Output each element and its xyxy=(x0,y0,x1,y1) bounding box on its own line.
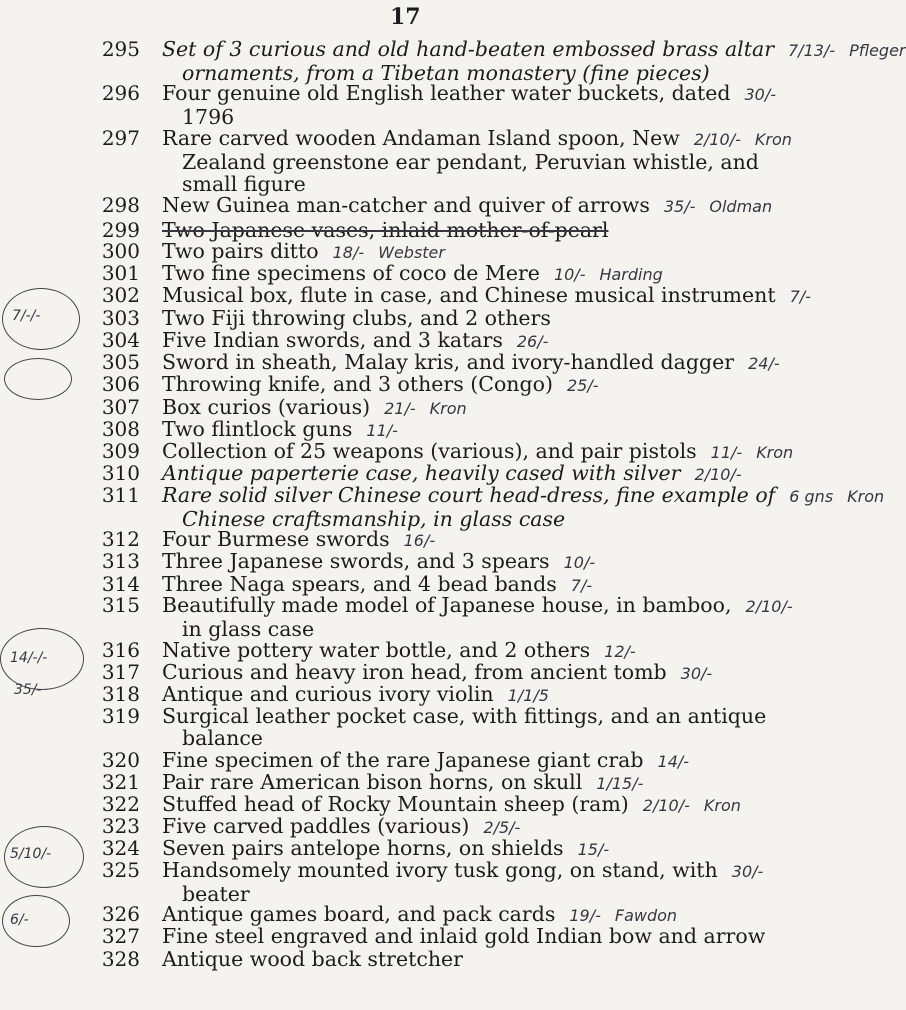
lot-description-line: Pair rare American bison horns, on skull xyxy=(162,770,583,794)
handwritten-price: 24/- xyxy=(748,354,780,373)
lot-number: 302 xyxy=(101,283,140,307)
handwritten-buyer: Kron xyxy=(847,487,885,506)
lot-description-line: Five carved paddles (various) xyxy=(162,814,470,838)
lot-number: 309 xyxy=(101,439,140,463)
handwritten-price: 18/- xyxy=(332,243,365,262)
lot-number: 322 xyxy=(101,792,140,816)
lot-description xyxy=(162,924,766,948)
lot-description-line: Box curios (various) xyxy=(162,395,371,419)
handwritten-price: 7/- xyxy=(789,287,811,306)
lot-number: 315 xyxy=(101,593,140,617)
handwritten-price: 25/- xyxy=(566,376,599,395)
handwritten-price: 19/- xyxy=(569,906,601,925)
lot-description xyxy=(162,859,762,905)
handwritten-price: 35/- xyxy=(663,197,696,216)
lot-description-line: Three Naga spears, and 4 bead bands xyxy=(162,572,557,596)
lot-description-continuation: balance xyxy=(182,726,263,750)
handwritten-price: 14/- xyxy=(657,752,690,771)
handwritten-price: 15/- xyxy=(577,840,610,859)
lot-description-line: Four genuine old English leather water buckets, dated xyxy=(162,81,731,105)
lot-description-line: Sword in sheath, Malay kris, and ivory-handled dagger xyxy=(162,350,735,374)
lot-description-line: Five Indian swords, and 3 katars xyxy=(162,328,503,352)
handwritten-price: 11/- xyxy=(366,421,398,440)
lot-description xyxy=(162,593,793,641)
handwritten-buyer: Webster xyxy=(378,243,445,262)
lot-description xyxy=(162,193,773,218)
lot-number: 314 xyxy=(101,572,140,596)
lot-number: 325 xyxy=(101,858,140,882)
handwritten-price: 2/10/- xyxy=(642,796,690,815)
lot-number: 306 xyxy=(101,372,140,396)
handwritten-price: 1/15/- xyxy=(596,774,644,793)
lot-number: 326 xyxy=(101,902,140,926)
handwritten-price: 10/- xyxy=(553,265,586,284)
lot-description-continuation: in glass case xyxy=(182,617,315,641)
handwritten-price: 7/- xyxy=(570,576,593,595)
lot-number: 300 xyxy=(101,239,140,263)
margin-note-5: 6/- xyxy=(10,912,29,928)
lot-description xyxy=(162,307,762,329)
lot-number: 310 xyxy=(101,461,140,485)
lot-description-line: Antique games board, and pack cards xyxy=(162,902,556,926)
handwritten-price: 6 gns xyxy=(789,487,834,506)
lot-description-line: Handsomely mounted ivory tusk gong, on stand, with xyxy=(162,858,718,882)
lot-description-line: Two Japanese vases, inlaid mother-of-pearl xyxy=(162,218,609,242)
lot-number: 305 xyxy=(101,350,140,374)
lot-description-line: Throwing knife, and 3 others (Congo) xyxy=(162,372,553,396)
handwritten-buyer: Fawdon xyxy=(614,906,678,925)
lot-description-line: Four Burmese swords xyxy=(162,527,390,551)
handwritten-price: 2/5/- xyxy=(483,818,521,837)
lot-number: 303 xyxy=(101,306,140,330)
lot-number: 301 xyxy=(101,261,140,285)
lot-description xyxy=(162,704,767,750)
margin-note-3: 35/- xyxy=(14,682,42,698)
lot-number: 296 xyxy=(101,81,140,105)
lot-description-line: Musical box, flute in case, and Chinese musical instrument xyxy=(162,283,776,307)
handwritten-price: 2/10/- xyxy=(693,130,741,149)
handwritten-price: 30/- xyxy=(744,85,776,104)
lot-description-line: Stuffed head of Rocky Mountain sheep (ram) xyxy=(162,792,629,816)
handwritten-price: 26/- xyxy=(516,332,549,351)
lot-description-continuation: small figure xyxy=(182,172,306,196)
margin-note-4: 5/10/- xyxy=(10,846,52,862)
lot-description-line: Two Fiji throwing clubs, and 2 others xyxy=(162,306,551,330)
lot-description xyxy=(162,550,762,574)
lot-description-line: Fine specimen of the rare Japanese giant crab xyxy=(162,748,644,772)
handwritten-price: 21/- xyxy=(384,399,416,418)
lot-description-line: Three Japanese swords, and 3 spears xyxy=(162,549,550,573)
lot-description xyxy=(162,373,762,397)
lot-description-line: Two pairs ditto xyxy=(162,239,319,263)
lot-number: 327 xyxy=(101,924,140,948)
lot-description-continuation: 1796 xyxy=(182,105,235,129)
lot-description-line: Two flintlock guns xyxy=(162,417,353,441)
lot-description-line: Seven pairs antelope horns, on shields xyxy=(162,836,564,860)
lot-number: 312 xyxy=(101,527,140,551)
lot-number: 328 xyxy=(101,947,140,971)
lot-description xyxy=(162,483,885,531)
lot-description-line: Antique paperterie case, heavily cased with silver xyxy=(162,461,681,485)
lot-description-line: Surgical leather pocket case, with fittings, and an antique xyxy=(162,704,767,728)
lot-number: 298 xyxy=(101,193,140,217)
handwritten-price: 10/- xyxy=(563,553,596,572)
handwritten-price: 2/10/- xyxy=(694,465,742,484)
handwritten-price: 30/- xyxy=(680,664,713,683)
lot-description-continuation: Zealand greenstone ear pendant, Peruvian whistle, and xyxy=(182,150,759,174)
lot-number: 320 xyxy=(101,748,140,772)
lot-description xyxy=(162,126,792,196)
handwritten-price: 12/- xyxy=(604,642,636,661)
lot-number: 324 xyxy=(101,836,140,860)
lot-description-line: Native pottery water bottle, and 2 others xyxy=(162,638,591,662)
margin-note-1: 7/-/- xyxy=(12,308,41,324)
handwritten-price: 16/- xyxy=(403,531,436,550)
lot-description-line: Antique and curious ivory violin xyxy=(162,682,494,706)
lot-description xyxy=(162,948,762,970)
lot-description xyxy=(162,219,762,241)
handwritten-price: 7/13/- xyxy=(788,41,836,60)
lot-number: 318 xyxy=(101,682,140,706)
lot-description-line: Antique wood back stretcher xyxy=(162,947,463,971)
handwritten-buyer: Oldman xyxy=(709,197,773,216)
lot-number: 319 xyxy=(101,704,140,728)
lot-number: 311 xyxy=(101,483,140,507)
lot-number: 299 xyxy=(101,218,140,242)
lot-description-line: Curious and heavy iron head, from ancient tomb xyxy=(162,660,667,684)
lot-description-line: Fine steel engraved and inlaid gold Indian bow and arrow xyxy=(162,924,766,948)
lot-number: 317 xyxy=(101,660,140,684)
lot-number: 307 xyxy=(101,395,140,419)
lot-number: 321 xyxy=(101,770,140,794)
lot-description xyxy=(162,81,776,129)
handwritten-buyer: Kron xyxy=(756,443,794,462)
lot-description-continuation: Chinese craftsmanship, in glass case xyxy=(182,507,566,531)
lot-number: 304 xyxy=(101,328,140,352)
lot-description-line: Collection of 25 weapons (various), and pair pistols xyxy=(162,439,697,463)
handwritten-buyer: Kron xyxy=(754,130,792,149)
lot-description xyxy=(162,37,906,85)
lot-description-line: Set of 3 curious and old hand-beaten embossed brass altar xyxy=(162,37,774,61)
lot-number: 295 xyxy=(101,37,140,61)
lot-number: 308 xyxy=(101,417,140,441)
lot-description-continuation: ornaments, from a Tibetan monastery (fine pieces) xyxy=(182,61,710,85)
lot-number: 323 xyxy=(101,814,140,838)
page-number: 17 xyxy=(390,4,421,30)
handwritten-price: 11/- xyxy=(710,443,743,462)
lot-number: 297 xyxy=(101,126,140,150)
lot-number: 313 xyxy=(101,549,140,573)
handwritten-buyer: Kron xyxy=(703,796,741,815)
handwritten-buyer: Harding xyxy=(599,265,663,284)
lot-description-line: Rare carved wooden Andaman Island spoon, New xyxy=(162,126,680,150)
lot-number: 316 xyxy=(101,638,140,662)
handwritten-price: 1/1/5 xyxy=(507,686,549,705)
lot-description xyxy=(162,283,811,308)
lot-description-continuation: beater xyxy=(182,882,250,906)
handwritten-buyer: Pfleger xyxy=(849,41,906,60)
lot-description-line: Rare solid silver Chinese court head-dress, fine example of xyxy=(162,483,776,507)
lot-description-line: Beautifully made model of Japanese house, in bamboo, xyxy=(162,593,732,617)
handwritten-price: 30/- xyxy=(731,862,764,881)
lot-description-line: Two fine specimens of coco de Mere xyxy=(162,261,540,285)
lot-description-line: New Guinea man-catcher and quiver of arrows xyxy=(162,193,650,217)
margin-note-2: 14/-/- xyxy=(10,650,48,666)
handwritten-buyer: Kron xyxy=(429,399,467,418)
handwritten-price: 2/10/- xyxy=(745,597,793,616)
